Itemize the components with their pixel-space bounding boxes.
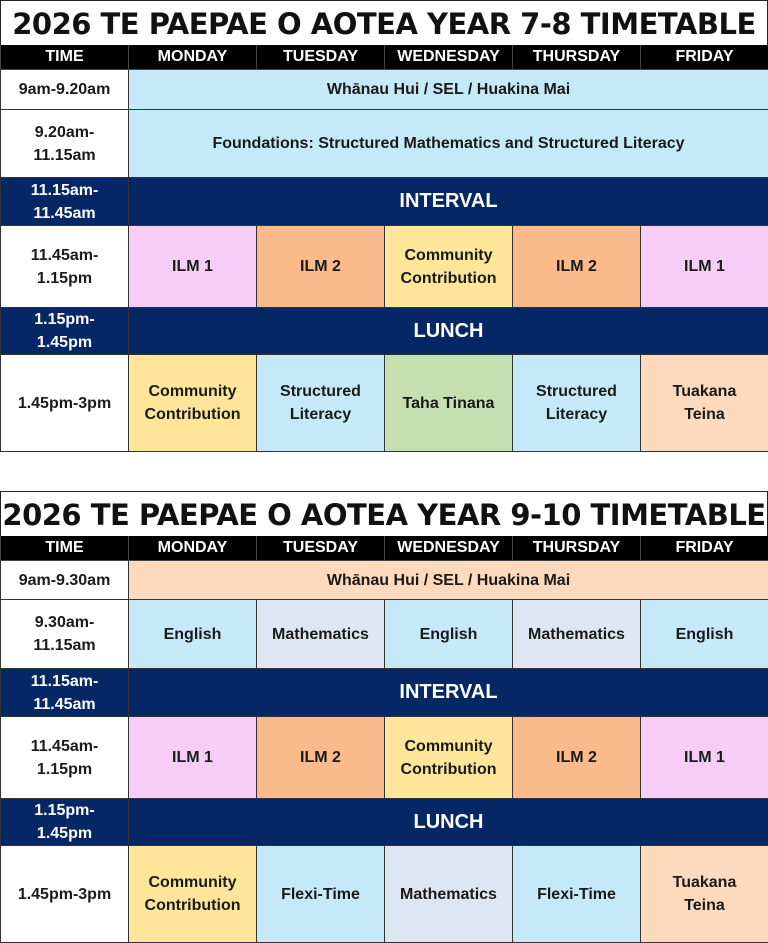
friday-cell: English — [641, 600, 768, 669]
header-monday: MONDAY — [129, 536, 257, 561]
table-row — [1, 178, 768, 226]
monday-cell — [129, 355, 257, 452]
monday-cell — [129, 846, 257, 943]
time-cell — [1, 799, 129, 846]
time-cell — [1, 717, 129, 799]
cell-line: Contribution — [400, 760, 497, 778]
time-cell: 1.45pm-3pm — [1, 846, 129, 943]
header-thursday: THURSDAY — [513, 536, 641, 561]
cell-line: Contribution — [144, 897, 241, 914]
cell-line: Tuakana — [672, 383, 737, 400]
time-line: 11.45am — [33, 695, 96, 713]
timetable-title: 2026 TE PAEPAE O AOTEA YEAR 7-8 TIMETABLE — [0, 0, 768, 45]
monday-cell: English — [129, 600, 257, 669]
time-line: 9.20am- — [34, 123, 95, 141]
header-friday: FRIDAY — [641, 536, 768, 561]
header-tuesday: TUESDAY — [257, 536, 385, 561]
header-row — [1, 45, 768, 70]
thursday-cell: ILM 2 — [513, 226, 641, 308]
cell-line: Tuakana — [672, 874, 737, 891]
tuesday-cell — [257, 355, 385, 452]
header-time: TIME — [1, 45, 129, 70]
foundations-cell: Foundations: Structured Mathematics and Structured Literacy — [129, 110, 768, 178]
cell-line: Community — [404, 737, 493, 755]
wednesday-cell: English — [385, 600, 513, 669]
table-row — [1, 561, 768, 600]
header-thursday: THURSDAY — [513, 45, 641, 70]
time-cell: 9am-9.30am — [1, 561, 129, 600]
monday-cell: ILM 1 — [129, 717, 257, 799]
timetable-grid — [0, 45, 768, 452]
time-line: 1.15pm — [36, 760, 93, 778]
timetable-grid — [0, 536, 768, 943]
friday-cell: ILM 1 — [641, 226, 768, 308]
time-line: 11.15am — [33, 637, 96, 654]
wednesday-cell — [385, 717, 513, 799]
cell-line: Contribution — [144, 406, 241, 423]
tuesday-cell: ILM 2 — [257, 717, 385, 799]
cell-line: Structured — [280, 383, 361, 400]
table-row — [1, 717, 768, 799]
cell-line: Community — [148, 874, 237, 891]
thursday-cell: ILM 2 — [513, 717, 641, 799]
time-cell — [1, 308, 129, 355]
timetable-year-7-8 — [0, 0, 768, 452]
header-time: TIME — [1, 536, 129, 561]
header-friday: FRIDAY — [641, 45, 768, 70]
cell-line: Literacy — [545, 406, 608, 423]
tuesday-cell: ILM 2 — [257, 226, 385, 308]
time-cell — [1, 178, 129, 226]
wednesday-cell: Mathematics — [385, 846, 513, 943]
time-line: 1.45pm — [36, 825, 93, 842]
friday-cell — [641, 355, 768, 452]
interval-cell: INTERVAL — [129, 178, 768, 226]
cell-line: Structured — [536, 383, 617, 400]
cell-line: Community — [404, 246, 493, 264]
time-line: 11.15am — [33, 146, 96, 164]
time-line: 9.30am- — [34, 614, 95, 631]
thursday-cell — [513, 355, 641, 452]
table-row — [1, 799, 768, 846]
timetable-year-9-10 — [0, 491, 768, 943]
time-line: 1.15pm — [36, 269, 93, 287]
time-cell: 9am-9.20am — [1, 70, 129, 110]
table-row — [1, 308, 768, 355]
header-wednesday: WEDNESDAY — [385, 536, 513, 561]
time-line: 11.15am- — [30, 672, 99, 690]
cell-line: Community — [148, 383, 237, 400]
table-row — [1, 600, 768, 669]
wednesday-cell — [385, 226, 513, 308]
interval-cell: INTERVAL — [129, 669, 768, 717]
monday-cell: ILM 1 — [129, 226, 257, 308]
friday-cell: ILM 1 — [641, 717, 768, 799]
lunch-cell: LUNCH — [129, 799, 768, 846]
time-line: 11.45am- — [30, 246, 99, 264]
thursday-cell: Mathematics — [513, 600, 641, 669]
table-row — [1, 846, 768, 943]
time-cell — [1, 669, 129, 717]
tuesday-cell: Mathematics — [257, 600, 385, 669]
time-cell — [1, 110, 129, 178]
whanau-hui-cell: Whānau Hui / SEL / Huakina Mai — [129, 70, 768, 110]
header-monday: MONDAY — [129, 45, 257, 70]
header-tuesday: TUESDAY — [257, 45, 385, 70]
friday-cell — [641, 846, 768, 943]
table-row — [1, 70, 768, 110]
time-line: 1.15pm- — [34, 802, 95, 819]
time-cell: 1.45pm-3pm — [1, 355, 129, 452]
table-row — [1, 226, 768, 308]
time-line: 11.45am — [33, 204, 96, 222]
tuesday-cell: Flexi-Time — [257, 846, 385, 943]
header-row — [1, 536, 768, 561]
time-cell — [1, 226, 129, 308]
cell-line: Contribution — [400, 269, 497, 287]
thursday-cell: Flexi-Time — [513, 846, 641, 943]
cell-line: Teina — [684, 897, 725, 914]
time-cell — [1, 600, 129, 669]
table-row — [1, 110, 768, 178]
header-wednesday: WEDNESDAY — [385, 45, 513, 70]
table-row — [1, 355, 768, 452]
time-line: 1.45pm — [36, 334, 93, 351]
whanau-hui-cell: Whānau Hui / SEL / Huakina Mai — [129, 561, 768, 600]
table-row — [1, 669, 768, 717]
time-line: 1.15pm- — [34, 311, 95, 328]
timetable-title: 2026 TE PAEPAE O AOTEA YEAR 9-10 TIMETABLE — [0, 491, 768, 536]
cell-line: Literacy — [289, 406, 352, 423]
wednesday-cell: Taha Tinana — [385, 355, 513, 452]
time-line: 11.45am- — [30, 737, 99, 755]
time-line: 11.15am- — [30, 181, 99, 199]
cell-line: Teina — [684, 406, 725, 423]
lunch-cell: LUNCH — [129, 308, 768, 355]
